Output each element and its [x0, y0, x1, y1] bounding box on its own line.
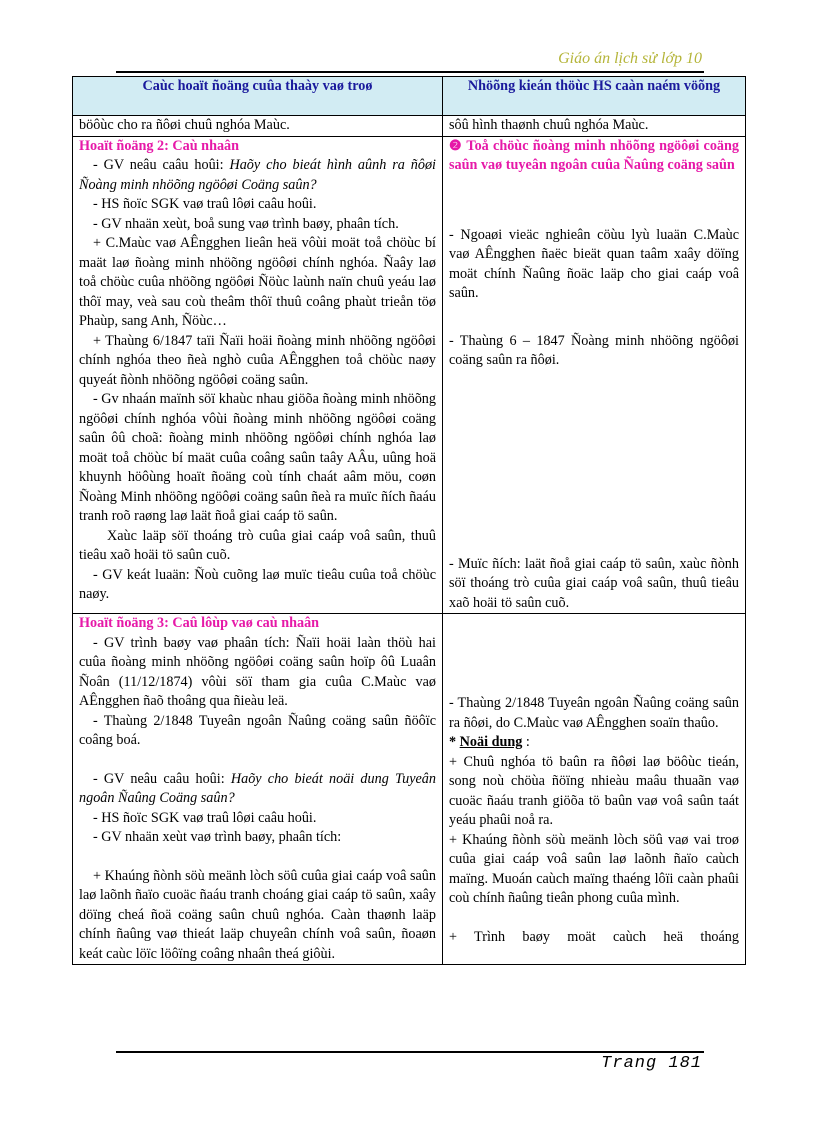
- question-text: - GV neâu caâu hoûi: Haõy cho bieát noäi dung Tuyeân ngoân Ñaûng Coäng saûn?: [79, 770, 436, 806]
- text-paragraph: + C.Maùc vaø AÊngghen lieân heä vôùi moät toå chöùc bí maät laø ñoàng minh nhöõng ngöôøi chính nghóa. Ñaây laø toå chöùc cuûa nhöõng ngöôøi Ñöùc laùnh naïn chuû yeáu laø thôï may, veà sau coù theâm thôï thuû coâng phaùt trieån töø Phaùp, sang Anh, Ñöùc…: [79, 235, 436, 329]
- text-paragraph: + Chuû nghóa tö baûn ra ñôøi laø böôùc tieán, song noù chöùa ñöïng nhieàu maâu thuaãn vaø cuoäc ñaáu tranh giöõa tö baûn vaø voâ saûn taát yeáu phaûi noå ra.: [449, 753, 739, 828]
- table-row: [73, 614, 746, 965]
- text-line: - GV nhaän xeùt vaø trình baøy, phaân tích:: [93, 829, 342, 845]
- text-line: - HS ñoïc SGK vaø traû lôøi caâu hoûi.: [93, 809, 317, 826]
- text-paragraph: Xaùc laäp söï thoáng trò cuûa giai caáp voâ saûn, thuû tieâu xaõ hoäi tö saûn cuõ.: [79, 527, 436, 563]
- text-paragraph: + Thaùng 6/1847 taïi Ñaïi hoäi ñoàng minh nhöõng ngöôøi chính nghóa theo ñeà nghò cuûa AÊngghen toå chöùc naøy quyeát ñònh nhöõng ngöôøi coäng saûn.: [79, 332, 436, 388]
- table-header-row: [73, 77, 746, 116]
- text-paragraph: - Gv nhaán maïnh söï khaùc nhau giöõa ñoàng minh nhöõng ngöôøi chính nghóa vôùi ñoàng minh nhöõng ngöôøi coäng saûn ôû choã: ñoàng minh nhöõng ngöôøi chính nghóa laø moät toå chöùc bí maät cuûa coâng saûn taây AÂu, uûng hoä khuynh höôùng hoaït ñoäng coù tính chaát aâm möu, coøn Ñoàng Minh nhöõng ngöôøi coäng saûn ñeà ra muïc ñích ñaáu tranh roõ raøng laø laät ñoå giai caáp tö saûn.: [79, 391, 436, 524]
- header-title: Giáo án lịch sử lớp 10: [558, 50, 702, 67]
- text-line: - HS ñoïc SGK vaø traû lôøi caâu hoûi.: [93, 196, 317, 212]
- table-row: [73, 136, 746, 614]
- footer-rule: [116, 1051, 704, 1053]
- activity2-left: [73, 136, 443, 614]
- page-number: Trang 181: [601, 1054, 702, 1073]
- question-text: - GV neâu caâu hoûi: Haõy cho bieát hình aûnh ra ñôøi Ñoàng minh nhöõng ngöôøi Coäng saûn?: [79, 157, 436, 193]
- text-paragraph: + Khaúng ñònh söù meänh lòch söû vaø vai troø cuûa giai caáp voâ saûn laø laõnh ñaïo caùch maïng. Muoán caùch maïng thaéng lôïi caàn phaûi coù chính ñaûng tieân phong cuûa mình.: [449, 831, 739, 906]
- section-heading: ❷ Toå chöùc ñoàng minh nhöõng ngöôøi coäng saûn vaø tuyeân ngoân cuûa Ñaûng coäng saûn: [449, 137, 739, 173]
- activity3-left: [73, 614, 443, 965]
- row1-right: sôû hình thaønh chuû nghóa Maùc.: [443, 116, 746, 137]
- activity2-right: [443, 136, 746, 614]
- activity3-right: [443, 614, 746, 965]
- table-row: [73, 116, 746, 137]
- text-line: - GV nhaän xeùt, boå sung vaø trình baøy, phaân tích.: [93, 215, 399, 232]
- row1-left: böôùc cho ra ñôøi chuû nghóa Maùc.: [73, 116, 443, 137]
- text-paragraph: - GV trình baøy vaø phaân tích: Ñaïi hoäi laàn thöù hai cuûa ñoàng minh nhöõng ngöôøi coäng saûn hoïp ôû Luaân Ñoân (11/12/1874) vôùi söï tham gia cuûa C.Maùc vaø AÊngghen ñaõ thoâng qua ñieàu leä.: [79, 634, 436, 709]
- text-paragraph: - GV keát luaän: Ñoù cuõng laø muïc tieâu cuûa toå chöùc naøy.: [79, 566, 436, 602]
- text-paragraph: - Ngoaøi vieäc nghieân cöùu lyù luaän C.Maùc vaø AÊngghen ñaëc bieät quan taâm xaây döïng moät chính Ñaûng ñoäc laäp cho giai caáp voâ saûn.: [449, 226, 739, 301]
- text-paragraph: - Thaùng 6 – 1847 Ñoàng minh nhöõng ngöôøi coäng saûn ra ñôøi.: [449, 332, 739, 368]
- text-paragraph: - Thaùng 2/1848 Tuyeân ngoân Ñaûng coäng saûn ra ñôøi, do C.Maùc vaø AÊngghen soaïn thaûo.: [449, 695, 739, 731]
- text-paragraph: + Trình baøy moät caùch heä thoáng: [449, 928, 739, 945]
- text-paragraph: - Thaùng 2/1848 Tuyeân ngoân Ñaûng coäng saûn ñöôïc coâng boá.: [79, 712, 436, 748]
- header-rule: [116, 71, 704, 73]
- activity3-heading: Hoaït ñoäng 3: Caû lôùp vaø caù nhaân: [79, 615, 320, 631]
- text-paragraph: - Muïc ñích: laät ñoå giai caáp tö saûn, xaùc ñònh söï thoáng trò cuûa giai caáp voâ saûn, thuû tieâu xaõ hoäi tö saûn cuõ.: [449, 555, 739, 611]
- lesson-table: [72, 76, 746, 965]
- column-header-student-knowledge: Nhöõng kieán thöùc HS caàn naém vöõng: [443, 77, 746, 116]
- activity2-heading: Hoaït ñoäng 2: Caù nhaân: [79, 137, 240, 154]
- content-label: * Noäi dung :: [449, 734, 530, 750]
- column-header-teacher-student: Caùc hoaït ñoäng cuûa thaày vaø troø: [73, 77, 443, 116]
- text-paragraph: + Khaúng ñònh söù meänh lòch söû cuûa giai caáp voâ saûn laø laõnh ñaïo cuoäc ñaáu tranh choáng giai caáp tö saûn, xaây döïng cheá ñoä coäng saûn chuû nghóa. Caàn thaønh laäp chính ñaûng vaø thieát laäp chuyeân chính voâ saûn, ñoaøn keát caùc löïc löôïng coâng nhaân theá giôùi.: [79, 867, 436, 962]
